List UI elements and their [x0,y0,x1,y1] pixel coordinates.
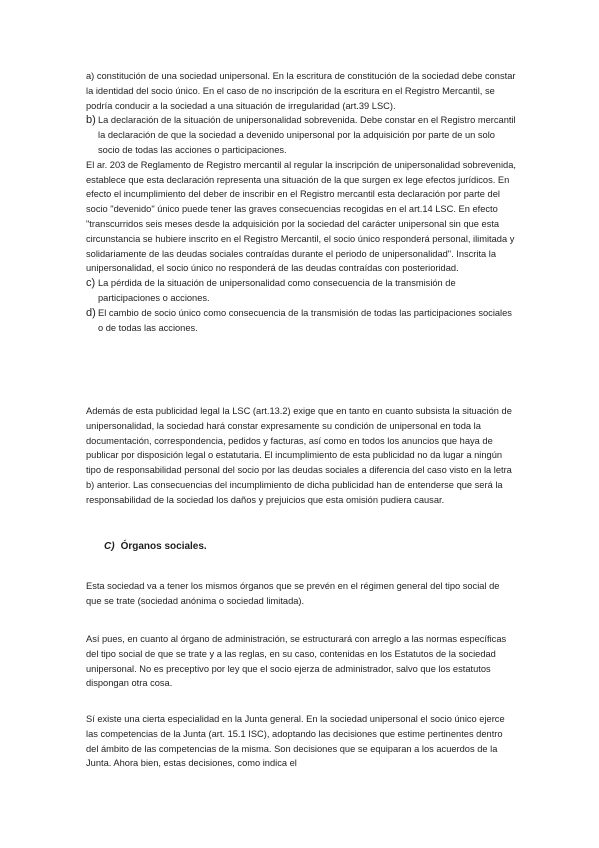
item-d [86,306,516,336]
item-b-note: El ar. 203 de Reglamento de Registro mercantil al regular la inscripción de unipersonalidad sobrevenida, establece que esta declaración representa una situación de la que surgen ex lege efectos jurídicos. En efecto el incumplimiento del deber de inscribir en el Registro mercantil esta declaración por parte del socio "devenido" único puede tener las graves consecuencias recogidas en el art.14 LSC. En efecto "transcurridos seis meses desde la adquisición por la sociedad del carácter unipersonal sin que esta circunstancia se hubiere inscrito en el Registro Mercantil, el socio único responderá personal, ilimitada y solidariamente de las deudas sociales contraídas durante el periodo de unipersonalidad". Inscrita la unipersonalidad, el socio único no responderá de las deudas contraídas con posterioridad. [86,159,516,274]
inscription-list [86,69,516,335]
item-c-marker: c) [86,277,96,290]
item-c [86,276,516,306]
item-d-text: El cambio de socio único como consecuencia de la transmisión de todas las participaciones sociales o de todas las acciones. [98,307,512,333]
organs-paragraph: Esta sociedad va a tener los mismos órganos que se prevén en el régimen general del tipo social de que se trate (sociedad anónima o sociedad limitada). [86,581,500,606]
section-heading [104,541,207,552]
item-b-marker: b) [86,114,96,127]
item-d-marker: d) [86,306,96,319]
section-heading-title: Órganos sociales. [120,541,207,552]
junta-paragraph: Sí existe una cierta especialidad en la Junta general. En la sociedad unipersonal el socio único ejerce las competencias de la Junta (art. 15.1 ISC), adoptando las decisiones que estime pertinentes dentro del ámbito de las competencias de la misma. Son decisiones que se equiparan a los acuerdos de la Junta. Ahora bien, estas decisiones, como indica el [86,714,505,769]
item-b [86,113,516,157]
administration-paragraph: Así pues, en cuanto al órgano de administración, se estructurará con arreglo a las normas específicas del tipo social de que se trate y a las reglas, en su caso, contenidas en los Estatutos de la sociedad unipersonal. No es preceptivo por ley que el socio ejerza de administrador, salvo que los estatutos dispongan otra cosa. [86,634,507,689]
publicity-paragraph: Además de esta publicidad legal la LSC (art.13.2) exige que en tanto en cuanto subsista la situación de unipersonalidad, la sociedad hará constar expresamente su condición de unipersonal en toda la documentación, correspondencia, pedidos y facturas, así como en todos los anuncios que haya de publicar por disposición legal o estatutaria. El incumplimiento de esta publicidad no da lugar a ningún tipo de responsabilidad personal del socio por las deudas sociales a diferencia del caso visto en la letra b) anterior. Las consecuencias del incumplimiento de dicha publicidad han de entenderse que será la responsabilidad de la sociedad los daños y prejuicios que esta omisión pudiera causar. [86,406,512,505]
item-a: a) constitución de una sociedad unipersonal. En la escritura de constitución de la sociedad debe constar la identidad del socio único. En el caso de no inscripción de la escritura en el Registro Mercantil, se podría conducir a la sociedad a una situación de irregularidad (art.39 LSC). [86,71,516,111]
section-heading-letter: C) [104,541,115,552]
item-c-text: La pérdida de la situación de unipersonalidad como consecuencia de la transmisión de participaciones o acciones. [98,278,456,303]
item-b-text: La declaración de la situación de unipersonalidad sobrevenida. Debe constar en el Registro mercantil la declaración de que la sociedad a devenido unipersonal por la adquisición por parte de un solo socio de todas las acciones o participaciones. [98,115,516,155]
